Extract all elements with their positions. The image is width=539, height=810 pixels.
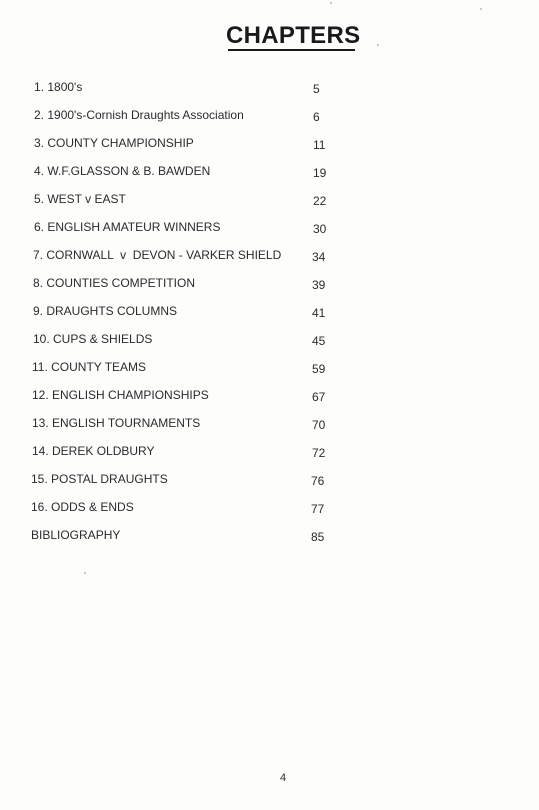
- chapter-title: 16. ODDS & ENDS: [31, 500, 134, 514]
- chapter-title: 13. ENGLISH TOURNAMENTS: [32, 416, 201, 430]
- chapter-title: 2. 1900's-Cornish Draughts Association: [34, 108, 244, 122]
- chapter-title: 5. WEST v EAST: [34, 192, 126, 206]
- chapter-title: 8. COUNTIES COMPETITION: [33, 276, 196, 290]
- chapter-entry: [0, 386, 539, 414]
- chapter-title: 11. COUNTY TEAMS: [32, 360, 147, 374]
- scan-speck: [377, 44, 379, 46]
- chapter-entry: [0, 106, 539, 134]
- chapter-title: 14. DEREK OLDBURY: [32, 444, 155, 458]
- page-number: 4: [280, 772, 287, 784]
- chapter-entry: [0, 498, 539, 526]
- chapter-title: BIBLIOGRAPHY: [31, 528, 121, 542]
- chapter-page-number: 76: [311, 474, 325, 488]
- scan-speck: [84, 572, 86, 574]
- chapter-page-number: 11: [313, 138, 326, 152]
- chapter-entry: [0, 358, 539, 386]
- chapter-page-number: 67: [312, 390, 326, 404]
- chapter-title: 15. POSTAL DRAUGHTS: [31, 472, 168, 486]
- chapter-page-number: 72: [312, 446, 326, 460]
- chapter-title: 9. DRAUGHTS COLUMNS: [33, 304, 178, 318]
- chapter-entry: [0, 134, 539, 162]
- chapter-page-number: 19: [313, 166, 327, 180]
- chapter-page-number: 59: [312, 362, 326, 376]
- chapter-page-number: 22: [313, 194, 327, 208]
- chapter-title: 12. ENGLISH CHAMPIONSHIPS: [32, 388, 209, 402]
- chapter-entry: [0, 162, 539, 190]
- chapter-entry: [0, 302, 539, 330]
- page-title: CHAPTERS: [226, 22, 361, 49]
- chapter-title: 7. CORNWALL v DEVON - VARKER SHIELD: [33, 248, 282, 262]
- chapter-page-number: 6: [313, 110, 320, 124]
- chapter-page-number: 39: [312, 278, 326, 292]
- chapter-page-number: 85: [311, 530, 325, 544]
- chapter-entry: [0, 526, 539, 554]
- chapter-page-number: 41: [312, 306, 326, 320]
- chapter-entry: [0, 190, 539, 218]
- chapter-entry: [0, 470, 539, 498]
- chapter-page-number: 70: [312, 418, 326, 432]
- chapter-entry: [0, 330, 539, 358]
- chapter-title: 3. COUNTY CHAMPIONSHIP: [34, 136, 194, 150]
- chapter-page-number: 34: [312, 250, 326, 264]
- chapter-title: 4. W.F.GLASSON & B. BAWDEN: [34, 164, 211, 178]
- chapter-entry: [0, 218, 539, 246]
- table-of-contents: [0, 78, 539, 554]
- scan-speck: [330, 2, 332, 4]
- chapter-title: 1. 1800's: [34, 80, 83, 94]
- chapter-entry: [0, 78, 539, 106]
- chapter-entry: [0, 246, 539, 274]
- chapter-entry: [0, 442, 539, 470]
- chapter-title: 10. CUPS & SHIELDS: [33, 332, 153, 346]
- chapter-page-number: 30: [313, 222, 327, 236]
- chapter-entry: [0, 414, 539, 442]
- chapter-page-number: 5: [313, 82, 320, 96]
- chapter-page-number: 45: [312, 334, 326, 348]
- chapter-entry: [0, 274, 539, 302]
- chapter-page-number: 77: [311, 502, 325, 516]
- title-underline: [228, 49, 355, 51]
- chapter-title: 6. ENGLISH AMATEUR WINNERS: [34, 220, 221, 234]
- scan-speck: [480, 8, 482, 10]
